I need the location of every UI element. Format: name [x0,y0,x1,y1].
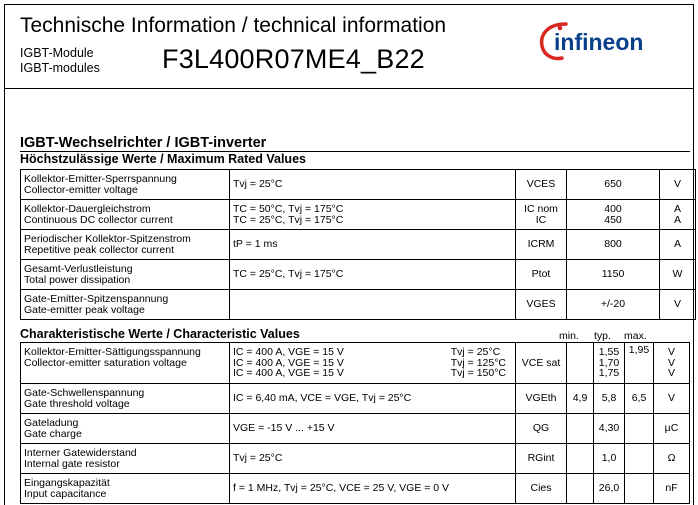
typ-value [594,444,625,474]
unit-line: Ω [667,452,676,465]
unit-line: nF [665,482,678,495]
condition-right [451,347,512,379]
value [567,290,660,320]
unit-line: V [667,356,675,369]
header-divider [4,88,694,89]
symbol [516,290,567,320]
condition-left [233,347,344,379]
unit-stack [663,299,692,310]
symbol-line: IC nom [524,203,558,215]
condition-temp: Tvj = 125°C [450,356,506,369]
document-title: Technische Information / technical information [20,14,447,37]
module-type-en: IGBT-modules [20,61,100,75]
condition-line: f = 1 MHz, Tvj = 25°C, VCE = 25 V, VGE = 0 V [233,482,450,495]
parameter-name-de: Periodischer Kollektor-Spitzenstrom [24,232,191,245]
parameter-name [21,200,230,230]
condition-wrap [233,453,512,464]
unit-line: µC [664,422,679,435]
char-row [21,343,690,384]
condition-line: IC = 400 A, VGE = 15 V [233,346,344,359]
condition-line: Tvj = 25°C [233,452,283,465]
condition [230,290,516,320]
condition-line: TC = 25°C, Tvj = 175°C [233,268,344,281]
min-value-stack [570,393,590,404]
parameter-name [21,474,230,504]
value-line: 650 [604,178,622,191]
symbol-stack [519,239,563,250]
max-rated-row [21,260,696,290]
typ-value-line: 1,75 [598,367,620,380]
condition-line: TC = 25°C, Tvj = 175°C [233,213,344,226]
condition-wrap [233,423,512,434]
max-rated-title: Höchstzulässige Werte / Maximum Rated Values [20,152,306,166]
min-value [567,474,594,504]
condition-left [233,483,449,494]
unit-stack [657,393,686,404]
parameter-name-de: Kollektor-Emitter-Sättigungsspannung [24,346,201,358]
unit-line: V [667,367,675,380]
symbol [516,230,567,260]
symbol-line: Ptot [531,268,551,281]
unit-line: V [673,178,681,191]
condition [230,260,516,290]
col-min-header: min. [559,330,579,342]
condition-stack [233,204,512,225]
symbol [516,170,567,200]
condition [230,230,516,260]
value-line: 400 [604,203,622,215]
condition-line: TC = 50°C, Tvj = 175°C [233,203,344,215]
parameter-name [21,230,230,260]
condition [230,444,516,474]
value [567,200,660,230]
max-rated-table [20,169,696,320]
unit [660,170,696,200]
unit [654,474,690,504]
char-row [21,474,690,504]
unit-line: W [672,268,683,281]
module-type [20,46,100,76]
symbol-stack [519,204,563,225]
parameter-name [21,414,230,444]
max-rated-row [21,170,696,200]
condition-left [233,393,411,404]
typ-value [594,343,625,384]
condition-line: Tvj = 25°C [233,178,283,191]
value-stack [570,239,656,250]
col-max-header: max. [624,330,647,342]
unit [660,230,696,260]
symbol-stack [519,269,563,280]
max-value [625,474,654,504]
char-row [21,414,690,444]
unit-line: V [667,392,675,405]
unit-line: V [673,298,681,311]
typ-value-line: 5,8 [601,392,617,405]
min-value [567,343,594,384]
symbol [516,260,567,290]
unit-stack [657,453,686,464]
parameter-name-de: Gate-Emitter-Spitzenspannung [24,292,169,305]
symbol-line: VCES [526,178,556,191]
parameter-name-en: Collector-emitter saturation voltage [24,357,187,369]
parameter-name-en: Input capacitance [24,488,107,500]
condition-temp: Tvj = 150°C [450,367,506,380]
typ-value [594,414,625,444]
symbol: VCE sat [516,343,567,384]
parameter-name-de: Gateladung [24,417,79,429]
parameter-name-en: Gate charge [24,428,82,440]
unit-stack [663,179,692,190]
unit-stack [663,204,692,225]
parameter-name-en: Repetitive peak collector current [24,243,174,256]
col-typ-header: typ. [594,330,611,342]
unit-stack [663,269,692,280]
symbol-stack [519,179,563,190]
unit-line: V [667,346,675,359]
symbol-line: VGES [526,298,556,311]
value-stack [570,204,656,225]
max-value [625,343,654,384]
parameter-name-de: Interner Gatewiderstand [24,447,137,459]
min-value [567,384,594,414]
char-row [21,384,690,414]
symbol-stack [519,299,563,310]
max-value-line: 1,95 [628,344,650,356]
max-rated-row [21,200,696,230]
typ-value-line: 1,0 [601,452,617,465]
parameter-name [21,170,230,200]
value-line: 1150 [601,268,625,281]
value-stack [570,179,656,190]
condition-wrap [233,347,512,379]
value-line: 450 [604,213,622,226]
unit-stack [663,239,692,250]
condition-line: IC = 400 A, VGE = 15 V [233,356,344,369]
condition-stack [233,179,512,190]
parameter-name-de: Gate-Schwellenspannung [24,387,145,399]
max-value-stack [628,345,650,356]
parameter-name [21,444,230,474]
symbol: QG [516,414,567,444]
typ-value-line: 26,0 [598,482,620,495]
svg-text:infineon: infineon [554,29,642,55]
unit-stack [657,347,686,379]
max-value [625,384,654,414]
value-stack [570,269,656,280]
condition [230,384,516,414]
unit [660,290,696,320]
value [567,230,660,260]
typ-value-line: 4,30 [598,422,620,435]
condition-line: tP = 1 ms [233,238,278,251]
parameter-name-en: Internal gate resistor [24,458,120,470]
parameter-name-en: Collector-emitter voltage [24,183,138,196]
parameter-name-de: Eingangskapazität [24,477,110,489]
parameter-name-de: Kollektor-Dauergleichstrom [24,202,151,215]
typ-value-line: 1,55 [598,346,620,359]
min-value [567,444,594,474]
typ-value-stack [597,393,621,404]
value-line: +/-20 [600,298,626,311]
typ-value-stack [597,347,621,379]
symbol: VGEth [516,384,567,414]
unit-line: A [673,238,681,251]
condition-stack [233,269,512,280]
parameter-name-en: Gate threshold voltage [24,398,130,410]
value [567,170,660,200]
typ-value-line: 1,70 [598,356,620,369]
parameter-name-de: Kollektor-Emitter-Sperrspannung [24,172,177,185]
max-value-stack [628,393,650,404]
unit [654,444,690,474]
condition-left [233,423,335,434]
condition-line: IC = 400 A, VGE = 15 V [233,367,344,380]
condition [230,474,516,504]
condition-line: VGE = -15 V ... +15 V [233,422,335,435]
unit [654,414,690,444]
condition [230,414,516,444]
parameter-name-de: Gesamt-Verlustleistung [24,262,133,275]
char-values-title: Charakteristische Werte / Characteristic Values [20,327,300,341]
value [567,260,660,290]
parameter-name-en: Gate-emitter peak voltage [24,303,145,316]
parameter-name-en: Total power dissipation [24,273,131,286]
typ-value-stack [597,453,621,464]
infineon-logo [536,16,642,67]
parameter-name [21,290,230,320]
min-value [567,414,594,444]
unit [660,260,696,290]
condition [230,343,516,384]
symbol [516,200,567,230]
char-row [21,444,690,474]
max-value [625,414,654,444]
section-title: IGBT-Wechselrichter / IGBT-inverter [20,135,267,151]
unit-stack [657,423,686,434]
unit [660,200,696,230]
typ-value [594,474,625,504]
max-rated-row [21,230,696,260]
max-value [625,444,654,474]
condition [230,200,516,230]
condition-temp: Tvj = 25°C [450,346,501,359]
condition-left [233,453,282,464]
unit [654,384,690,414]
condition-stack [233,239,512,250]
condition-line: IC = 6,40 mA, VCE = VGE, Tvj = 25°C [233,392,412,405]
characteristic-table [20,342,690,504]
part-number: F3L400R07ME4_B22 [162,44,425,74]
unit-stack [657,483,686,494]
parameter-name [21,260,230,290]
condition-wrap [233,483,512,494]
max-rated-row [21,290,696,320]
value-stack [570,299,656,310]
parameter-name-en: Continuous DC collector current [24,213,173,226]
typ-value [594,384,625,414]
symbol-line: IC [535,213,547,226]
module-type-de: IGBT-Module [20,46,94,60]
condition-wrap [233,393,512,404]
symbol: Cies [516,474,567,504]
condition [230,170,516,200]
unit-line: A [673,213,681,226]
parameter-name [21,384,230,414]
parameter-name [21,343,230,384]
typ-value-stack [597,423,621,434]
max-value-line: 6,5 [631,392,647,405]
symbol: RGint [516,444,567,474]
min-value-line: 4,9 [572,392,588,405]
value-line: 800 [604,238,622,251]
typ-value-stack [597,483,621,494]
unit-line: A [673,203,681,215]
unit [654,343,690,384]
symbol-line: ICRM [527,238,555,251]
